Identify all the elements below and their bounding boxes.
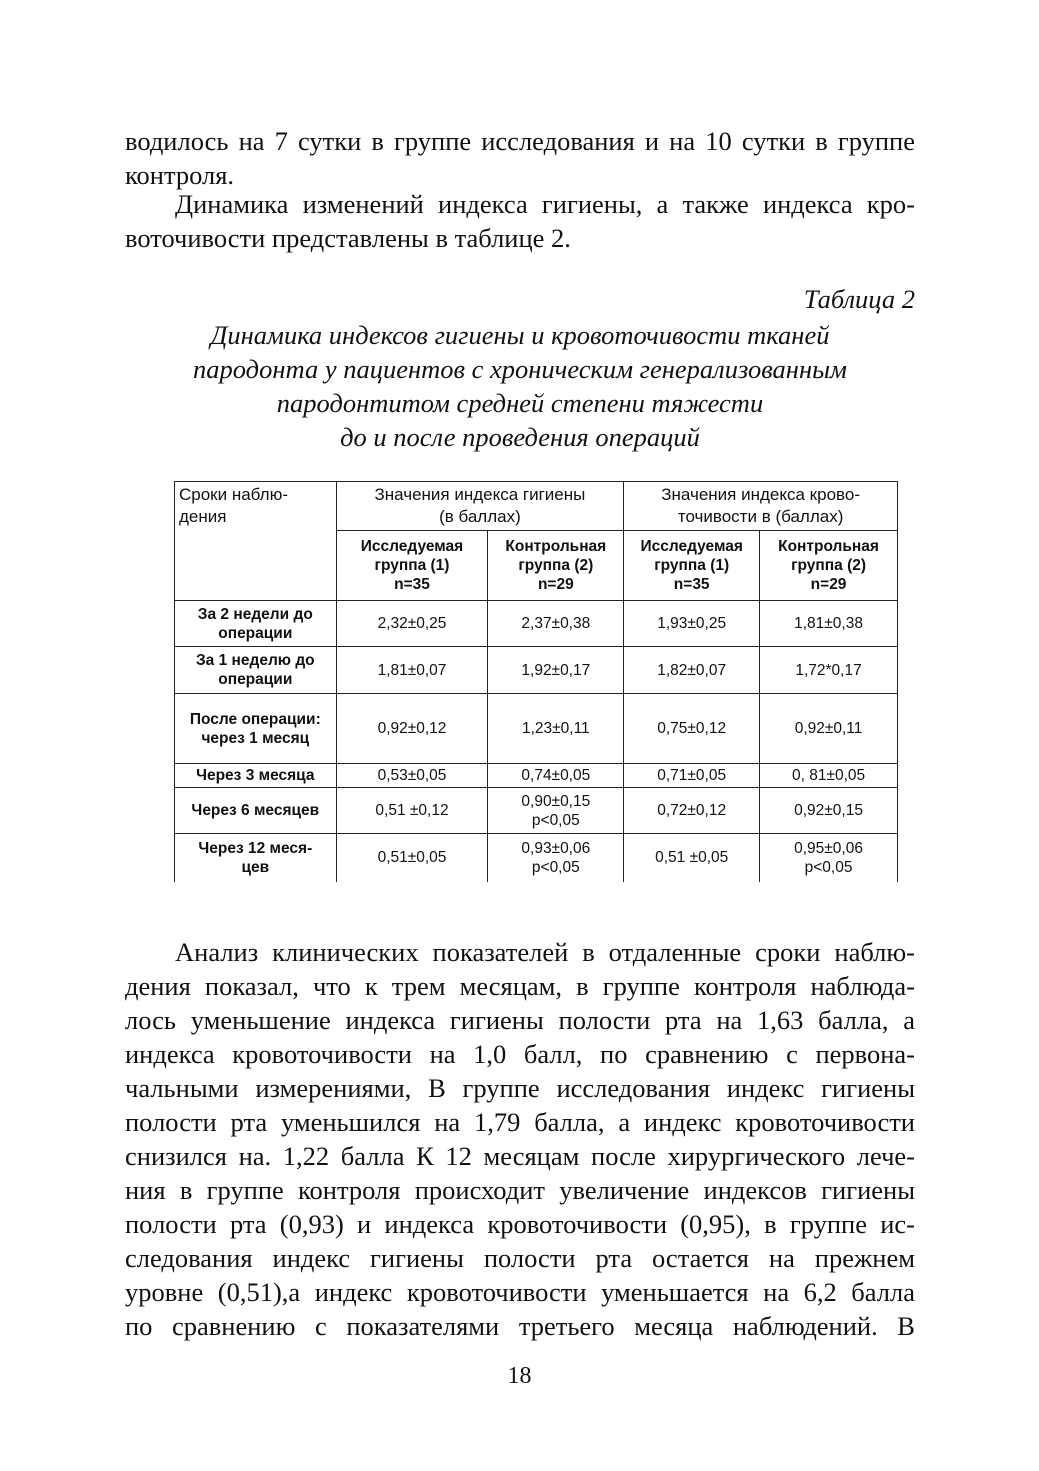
subheader-study-group: Исследуемая группа (1) n=35 [624,531,760,601]
table-header-row [175,482,898,531]
table-cell: 0,72±0,12 [624,788,760,834]
row-label: Через 6 месяцев [175,788,337,834]
header-bleeding-index: Значения индекса крово- точивости в (баллах) [624,482,898,531]
header-hygiene-index: Значения индекса гигиены (в баллах) [336,482,624,531]
text-line: полости рта уменьшился на 1,79 балла, а индекс кровоточивости [125,1107,915,1137]
table-row [175,647,898,694]
table-row [175,788,898,834]
text-line: следования индекс гигиены полости рта остается на прежнем [125,1243,915,1273]
table-cell: 0,51±0,05 [336,834,488,882]
table-cell: 0,92±0,11 [760,694,898,764]
table-cell: 0,51 ±0,12 [336,788,488,834]
paragraph-continued [125,124,915,192]
table-cell: 0,92±0,12 [336,694,488,764]
table-cell: 1,81±0,07 [336,647,488,694]
text-line: лось уменьшение индекса гигиены полости рта на 1,63 балла, а [125,1005,915,1035]
row-label: Через 12 меся- цев [175,834,337,882]
table-cell: 1,72*0,17 [760,647,898,694]
subheader-study-group: Исследуемая группа (1) n=35 [336,531,488,601]
table-cell: 0,51 ±0,05 [624,834,760,882]
table-cell: 0,75±0,12 [624,694,760,764]
row-label: За 2 недели до операции [175,601,337,647]
header-period: Сроки наблю- дения [175,482,337,601]
row-label: За 1 неделю до операции [175,647,337,694]
text-line: по сравнению с показателями третьего месяца наблюдений. В [125,1311,915,1341]
table-cell: 0,74±0,05 [488,764,624,788]
subheader-control-group: Контрольная группа (2) n=29 [760,531,898,601]
table-cell: 0,90±0,15 p<0,05 [488,788,624,834]
table-cell: 0,92±0,15 [760,788,898,834]
table-row [175,694,898,764]
table-cell: 1,82±0,07 [624,647,760,694]
text-line: Динамика изменений индекса гигиены, а также индекса кро- [175,189,915,219]
table-cell: 2,32±0,25 [336,601,488,647]
text-line: водилось на 7 сутки в группе исследования и на 10 сутки в группе [125,126,915,156]
text-line: уровне (0,51),а индекс кровоточивости уменьшается на 6,2 балла [125,1277,915,1307]
table-cell: 0,93±0,06 p<0,05 [488,834,624,882]
table-cell: 0,95±0,06 p<0,05 [760,834,898,882]
text-line: дения показал, что к трем месяцам, в группе контроля наблюда- [125,971,915,1001]
table-cell: 0,71±0,05 [624,764,760,788]
text-line: полости рта (0,93) и индекса кровоточивости (0,95), в группе ис- [125,1209,915,1239]
text-line: воточивости представлены в таблице 2. [125,223,571,253]
caption-line: пародонта у пациентов с хроническим генерализованным [193,354,847,384]
subheader-control-group: Контрольная группа (2) n=29 [488,531,624,601]
table-label: Таблица 2 [803,284,915,314]
text-line: индекса кровоточивости на 1,0 балл, по сравнению с первона- [125,1039,915,1069]
table-cell: 1,92±0,17 [488,647,624,694]
text-line: Анализ клинических показателей в отдаленные сроки наблю- [175,937,915,967]
caption-line: пародонтитом средней степени тяжести [276,388,764,418]
table-row [175,834,898,882]
table-cell: 2,37±0,38 [488,601,624,647]
text-line: снизился на. 1,22 балла К 12 месяцам после хирургического лече- [125,1141,915,1171]
table-cell: 0,53±0,05 [336,764,488,788]
table-cell: 0, 81±0,05 [760,764,898,788]
caption-line: до и после проведения операций [340,422,700,452]
page-number: 18 [507,1363,532,1389]
text-line: ния в группе контроля происходит увеличение индексов гигиены [125,1175,915,1205]
row-label: Через 3 месяца [175,764,337,788]
caption-line: Динамика индексов гигиены и кровоточивости тканей [210,320,830,350]
data-table [174,481,898,882]
table-row [175,601,898,647]
table-cell: 1,23±0,11 [488,694,624,764]
paragraph-intro-table [125,187,915,255]
table-cell: 1,81±0,38 [760,601,898,647]
text-line: контроля. [125,160,235,190]
row-label: После операции: через 1 месяц [175,694,337,764]
table-row [175,764,898,788]
paragraph-analysis [125,935,915,1343]
table-cell: 1,93±0,25 [624,601,760,647]
text-line: чальными измерениями, В группе исследования индекс гигиены [125,1073,915,1103]
table-caption [125,318,915,454]
